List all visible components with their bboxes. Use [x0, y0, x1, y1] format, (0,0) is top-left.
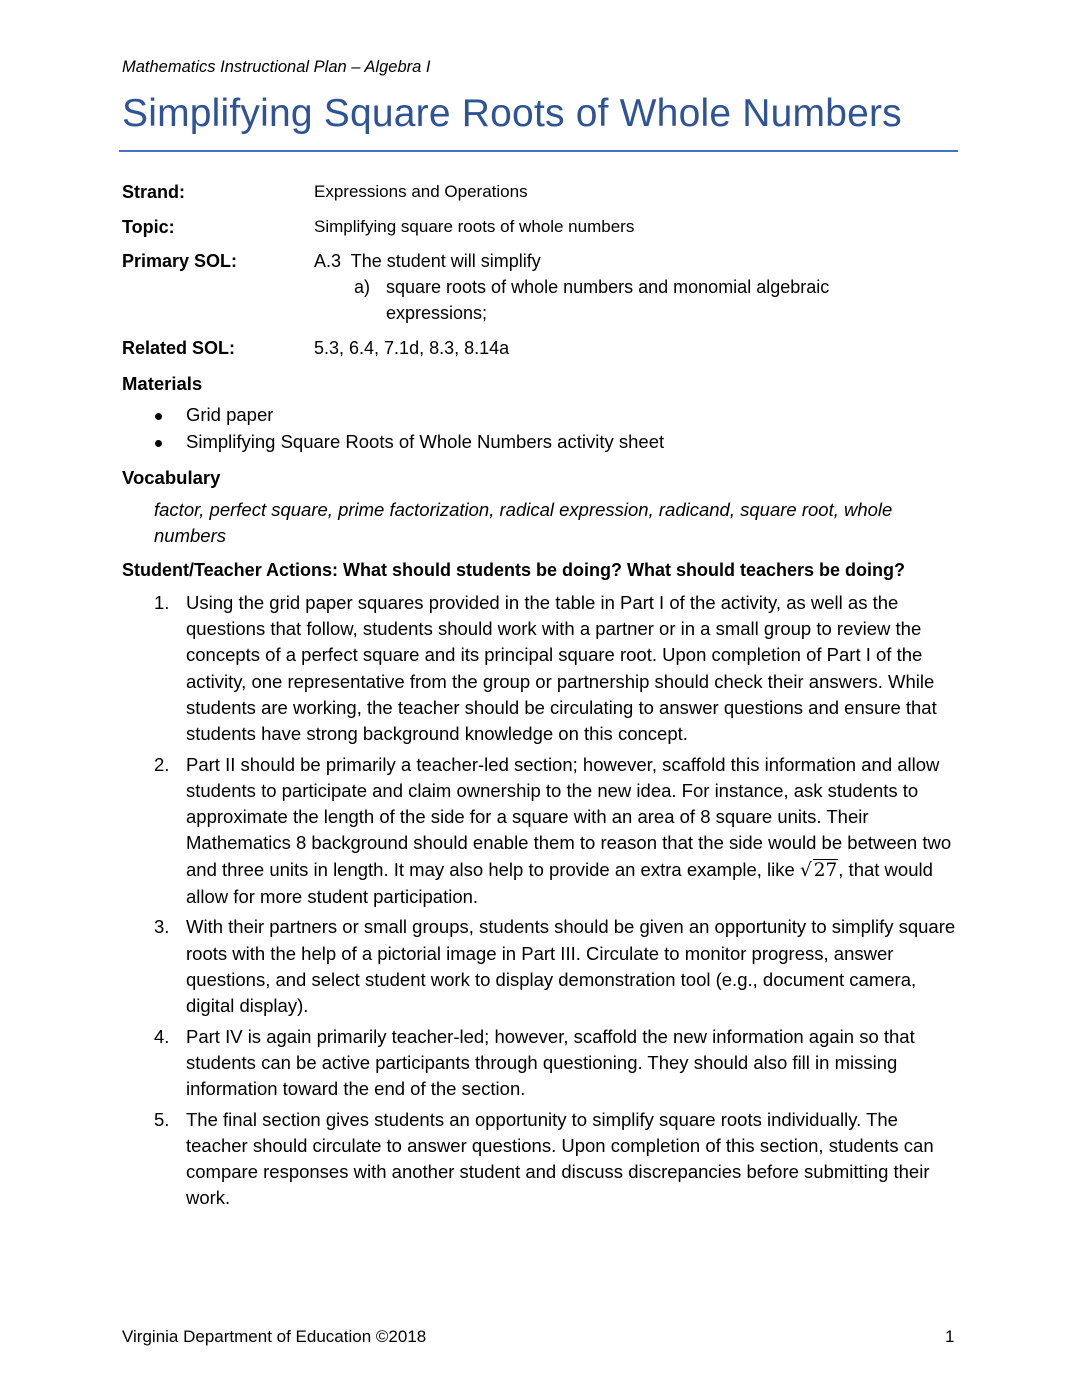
primary-sol-line: A.3 The student will simplify	[314, 251, 541, 271]
page-number: 1	[945, 1327, 955, 1346]
square-root-expression	[800, 858, 838, 884]
page-title: Simplifying Square Roots of Whole Numbers	[122, 92, 902, 135]
title-underline	[119, 150, 958, 152]
related-sol-label: Related SOL:	[122, 338, 236, 358]
radical-sign: √	[799, 859, 812, 881]
step-text-continued: , that would allow for more student participation.	[186, 858, 933, 907]
primary-sol-label: Primary SOL:	[122, 251, 238, 271]
primary-sol-sub-line1: square roots of whole numbers and monomial algebraic	[386, 277, 830, 297]
list-item	[122, 914, 962, 1019]
step-text: The final section gives students an opportunity to simplify square roots individually. The teacher should circulate to answer questions. Upon completion of this section, students can compare responses with another student and discuss discrepancies before submitting their work.	[186, 1108, 934, 1209]
materials-item: Grid paper	[186, 404, 274, 425]
step-text: Using the grid paper squares provided in the table in Part I of the activity, as well as the questions that follow, students should work with a partner or in a small group to review the concepts of a perfect square and its principal square root. Upon completion of Part I of the activity, one representative from the group or partnership should check their answers. While students are working, the teacher should be circulating to answer questions and ensure that students have strong background knowledge on this concept.	[186, 592, 937, 745]
related-sol-value: 5.3, 6.4, 7.1d, 8.3, 8.14a	[314, 338, 510, 358]
list-item	[122, 752, 962, 910]
actions-heading: Student/Teacher Actions: What should students be doing? What should teachers be doing?	[122, 560, 906, 580]
list-item	[122, 1024, 962, 1103]
topic-label: Topic:	[122, 217, 175, 237]
list-item	[122, 1107, 962, 1212]
vocabulary-text: factor, perfect square, prime factorization, radical expression, radicand, square root, whole numbers	[154, 499, 893, 546]
vocabulary-heading: Vocabulary	[122, 467, 221, 488]
step-number: 4.	[154, 1025, 170, 1047]
running-header: Mathematics Instructional Plan – Algebra I	[122, 58, 431, 76]
list-item	[122, 431, 942, 458]
materials-list	[122, 404, 942, 458]
strand-label: Strand:	[122, 182, 185, 202]
strand-value: Expressions and Operations	[314, 182, 528, 201]
step-number: 1.	[154, 592, 170, 613]
topic-value: Simplifying square roots of whole numbers	[314, 217, 635, 236]
footer-copyright: Virginia Department of Education ©2018	[122, 1327, 427, 1346]
step-text: Part II should be primarily a teacher-led section; however, scaffold this information and allow students to participate and claim ownership to the new idea. For instance, ask students to approximate the length of the side for a square with an area of 8 square units. Their Mathematics 8 background should enable them to reason that the side would be between two and three units in length. It may also help to provide an extra example, like	[186, 753, 952, 880]
step-text: Part IV is again primarily teacher-led; however, scaffold the new information again so that students can be active participants through questioning. They should also fill in missing information toward the end of the section.	[186, 1025, 915, 1100]
materials-item: Simplifying Square Roots of Whole Numbers activity sheet	[186, 431, 665, 452]
step-number: 2.	[154, 753, 170, 775]
list-item	[122, 590, 962, 747]
list-item	[122, 404, 942, 431]
materials-heading: Materials	[122, 373, 203, 394]
actions-list	[122, 590, 962, 1216]
primary-sol-sub-line2: expressions;	[386, 303, 488, 323]
radicand: 27	[813, 859, 838, 881]
step-number: 5.	[154, 1108, 170, 1130]
step-number: 3.	[154, 916, 170, 938]
primary-sol-sub-marker: a)	[354, 277, 371, 297]
bullet-icon	[155, 440, 162, 447]
bullet-icon	[155, 413, 162, 420]
step-text: With their partners or small groups, students should be given an opportunity to simplify square roots with the help of a pictorial image in Part III. Circulate to monitor progress, answer questions, and select student work to display demonstration tool (e.g., document camera, digital display).	[186, 916, 956, 1017]
